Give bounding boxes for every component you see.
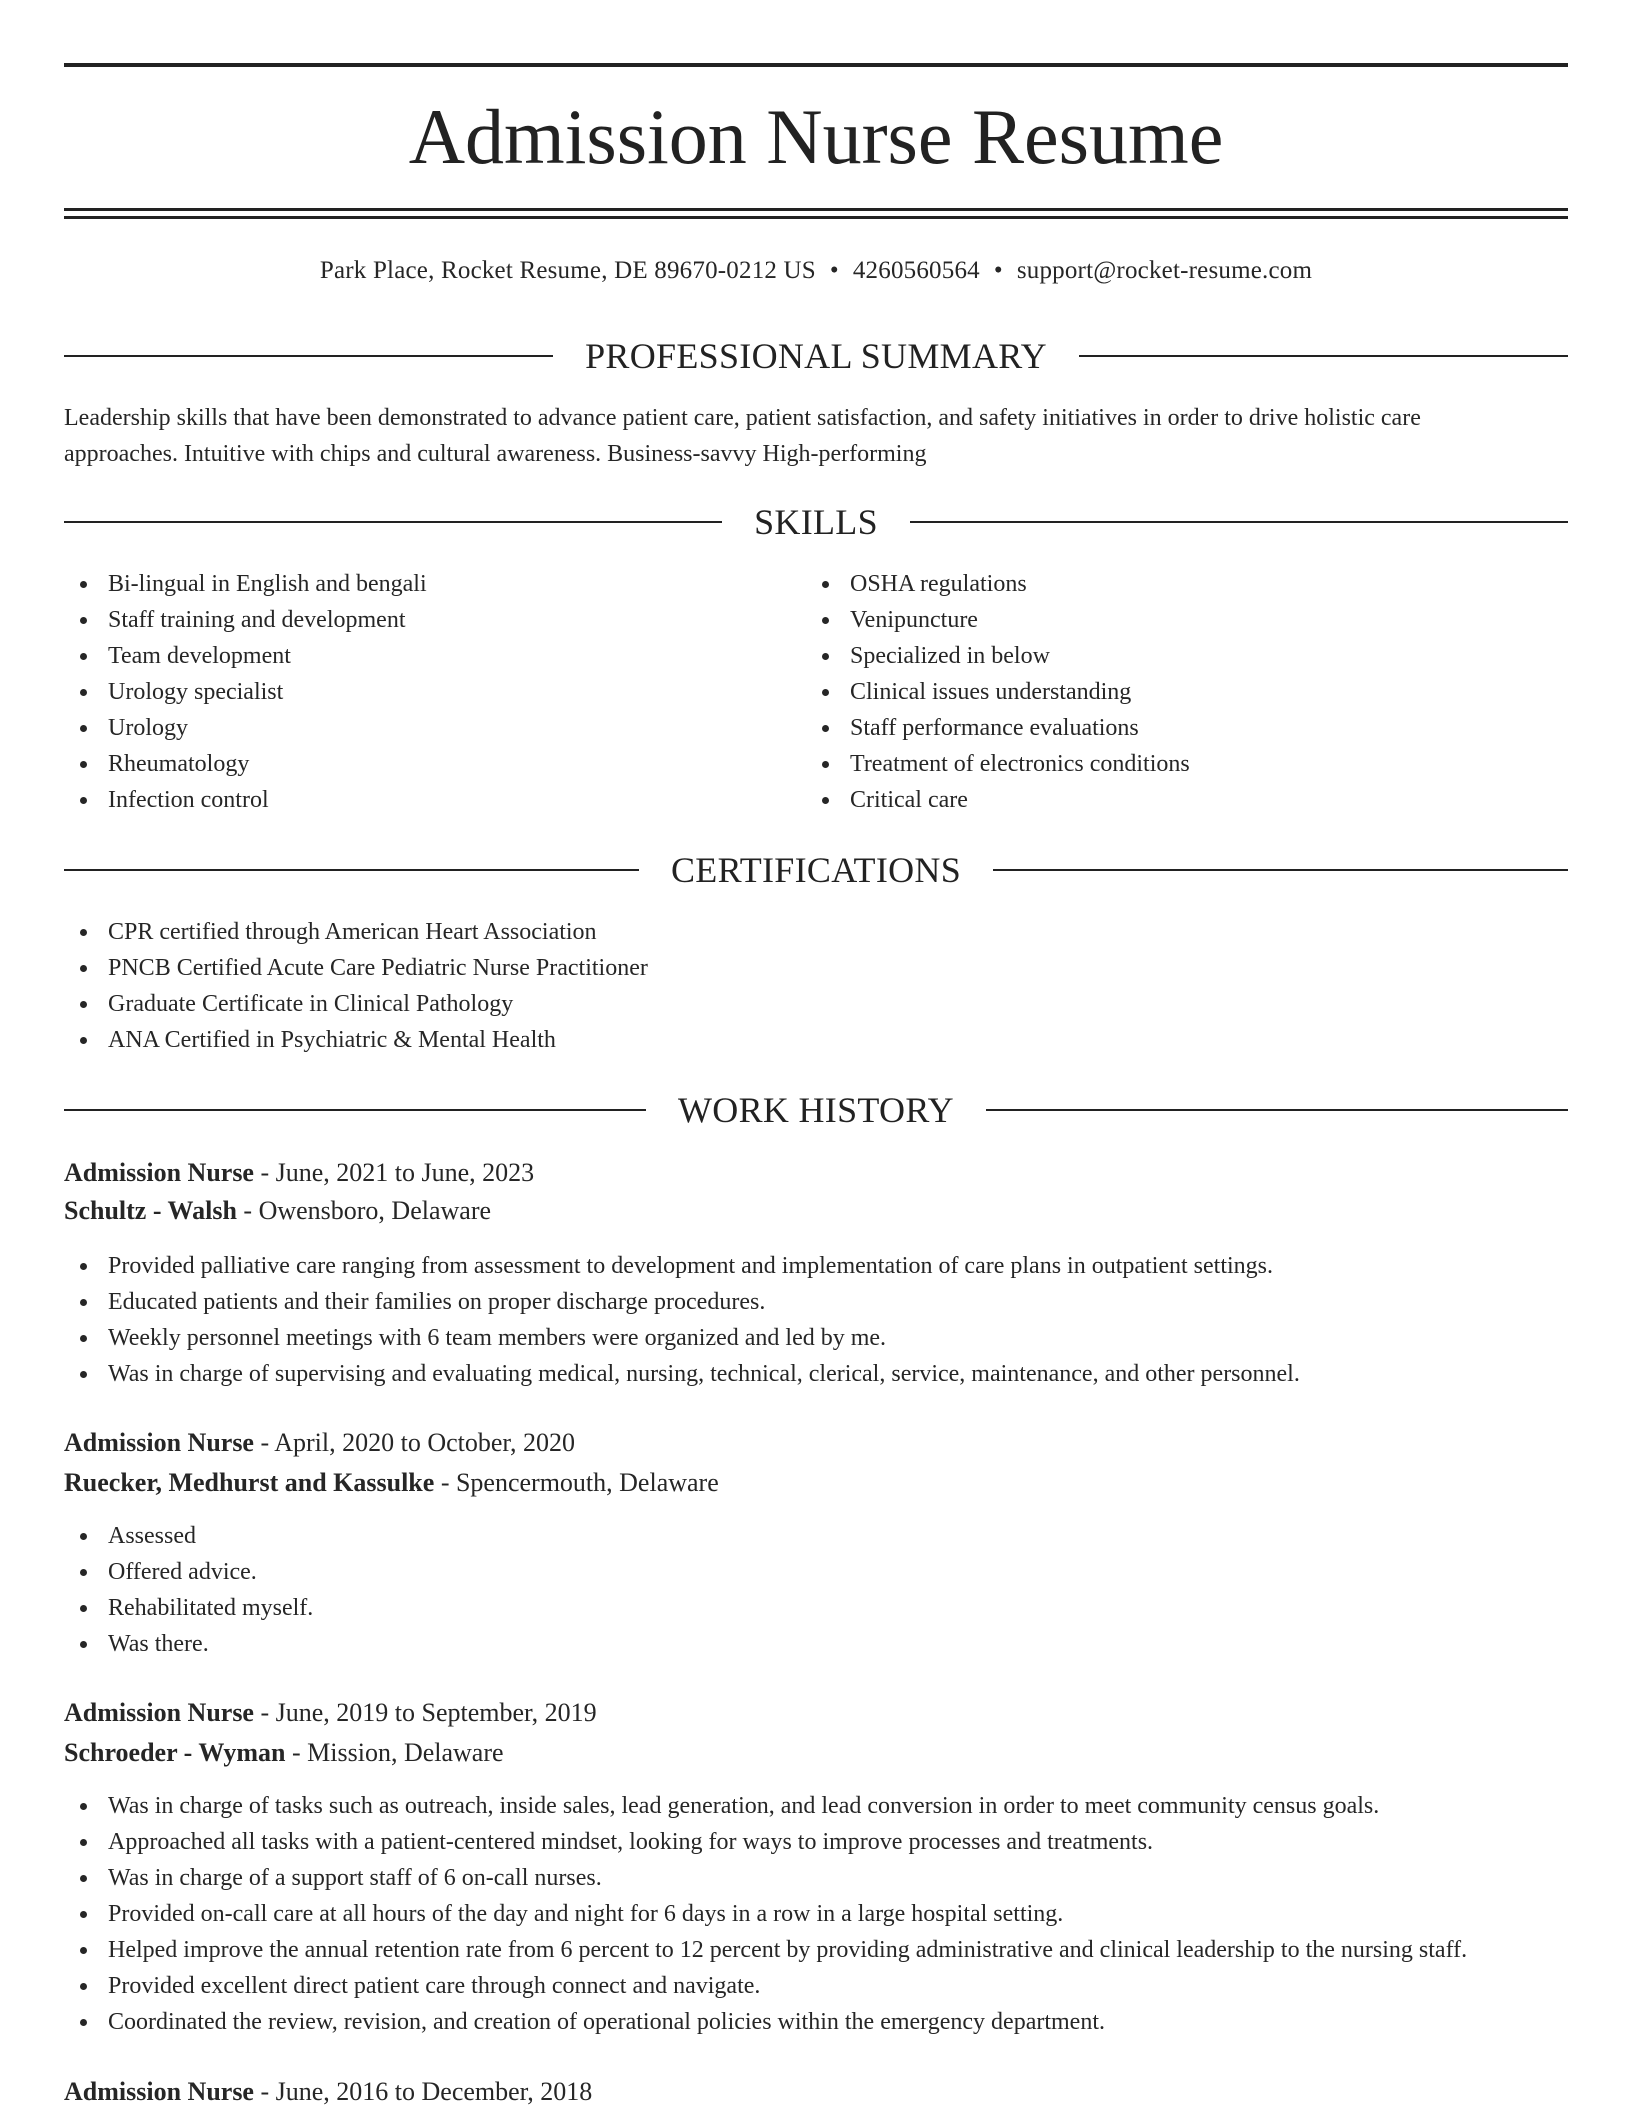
job-bullet: Provided on-call care at all hours of the day and night for 6 days in a row in a large hospital setting. (64, 1896, 1568, 1932)
job-dates: - June, 2016 to December, 2018 (253, 2077, 593, 2106)
job-bullet: Helped improve the annual retention rate from 6 percent to 12 percent by providing administrative and clinical leadership to the nursing staff. (64, 1932, 1568, 1968)
skill-item: Urology specialist (64, 674, 764, 710)
divider (64, 869, 639, 871)
contact-line (64, 254, 1568, 288)
job-bullets (64, 1248, 1568, 1392)
job-company-line (64, 1193, 1568, 1229)
job-title: Admission Nurse (64, 2077, 254, 2106)
job-bullet: Weekly personnel meetings with 6 team members were organized and led by me. (64, 1320, 1568, 1356)
contact-address: Park Place, Rocket Resume, DE 89670-0212 US (319, 257, 816, 284)
divider (64, 521, 722, 523)
job-location: - Mission, Delaware (285, 1738, 504, 1767)
skill-item: Specialized in below (806, 638, 1506, 674)
skill-item: Infection control (64, 782, 764, 818)
certifications-list (64, 914, 1568, 1058)
divider (1079, 355, 1568, 357)
job-bullet: Was in charge of a support staff of 6 on-call nurses. (64, 1860, 1568, 1896)
contact-email[interactable]: support@rocket-resume.com (1016, 257, 1313, 284)
skill-item: Rheumatology (64, 746, 764, 782)
certifications-heading: CERTIFICATIONS (670, 850, 962, 890)
skills-column-left (64, 566, 764, 818)
job-company-line (64, 1465, 1568, 1501)
skills-heading: SKILLS (754, 502, 878, 542)
work-heading-row (64, 1088, 1568, 1132)
job-title: Admission Nurse (64, 1698, 254, 1727)
job-bullet: Approached all tasks with a patient-centered mindset, looking for ways to improve processes and treatments. (64, 1824, 1568, 1860)
job-title-line (64, 1155, 1568, 1191)
summary-line: approaches. Intuitive with chips and cultural awareness. Business-savvy High-performing (64, 441, 927, 467)
contact-separator: • (993, 257, 1003, 284)
skill-item: Bi-lingual in English and bengali (64, 566, 764, 602)
certification-item: Graduate Certificate in Clinical Pathology (64, 986, 1568, 1022)
job-dates: - June, 2019 to September, 2019 (253, 1698, 597, 1727)
skill-item: Staff training and development (64, 602, 764, 638)
skill-item: Urology (64, 710, 764, 746)
divider (993, 869, 1568, 871)
job-company: Schultz - Walsh (64, 1196, 237, 1225)
top-rule (64, 63, 1568, 67)
job-bullet: Educated patients and their families on proper discharge procedures. (64, 1284, 1568, 1320)
job-bullet: Was there. (64, 1626, 1568, 1662)
skill-item: Treatment of electronics conditions (806, 746, 1506, 782)
job-location: - Spencermouth, Delaware (434, 1468, 719, 1497)
certification-item: PNCB Certified Acute Care Pediatric Nurse Practitioner (64, 950, 1568, 986)
title-rule-upper (64, 208, 1568, 211)
job-bullets (64, 1518, 1568, 1662)
job-title-line (64, 2074, 1568, 2110)
job-dates: - April, 2020 to October, 2020 (253, 1428, 576, 1457)
skills-heading-row (64, 500, 1568, 544)
summary-line: Leadership skills that have been demonstrated to advance patient care, patient satisfaction, and safety initiatives in order to drive holistic care (64, 405, 1421, 431)
certifications-heading-row (64, 848, 1568, 892)
certification-item: ANA Certified in Psychiatric & Mental Health (64, 1022, 1568, 1058)
job-bullet: Provided palliative care ranging from assessment to development and implementation of care plans in outpatient settings. (64, 1248, 1568, 1284)
job-company-line (64, 1735, 1568, 1771)
work-heading: WORK HISTORY (678, 1090, 954, 1130)
title-rule-lower (64, 216, 1568, 219)
job-bullet: Was in charge of supervising and evaluating medical, nursing, technical, clerical, service, maintenance, and other personnel. (64, 1356, 1568, 1392)
job-bullets (64, 1788, 1568, 2040)
job-title: Admission Nurse (64, 1158, 254, 1187)
summary-heading: PROFESSIONAL SUMMARY (585, 336, 1047, 376)
skill-item: Staff performance evaluations (806, 710, 1506, 746)
skill-item: Venipuncture (806, 602, 1506, 638)
job-company: Schroeder - Wyman (64, 1738, 286, 1767)
job-bullet: Provided excellent direct patient care through connect and navigate. (64, 1968, 1568, 2004)
job-bullet: Assessed (64, 1518, 1568, 1554)
resume-title: Admission Nurse Resume (408, 93, 1224, 180)
job-dates: - June, 2021 to June, 2023 (253, 1158, 535, 1187)
skill-item: Clinical issues understanding (806, 674, 1506, 710)
divider (64, 355, 553, 357)
summary-heading-row (64, 334, 1568, 378)
summary-text (64, 400, 1568, 472)
skill-item: Critical care (806, 782, 1506, 818)
job-bullet: Coordinated the review, revision, and creation of operational policies within the emergency department. (64, 2004, 1568, 2040)
divider (986, 1109, 1568, 1111)
job-title: Admission Nurse (64, 1428, 254, 1457)
skill-item: OSHA regulations (806, 566, 1506, 602)
divider (910, 521, 1568, 523)
job-company: Ruecker, Medhurst and Kassulke (64, 1468, 435, 1497)
job-title-line (64, 1425, 1568, 1461)
contact-separator: • (829, 257, 839, 284)
certification-item: CPR certified through American Heart Association (64, 914, 1568, 950)
job-bullet: Was in charge of tasks such as outreach, inside sales, lead generation, and lead conversion in order to meet community census goals. (64, 1788, 1568, 1824)
skills-column-right (806, 566, 1506, 818)
job-title-line (64, 1695, 1568, 1731)
job-location: - Owensboro, Delaware (236, 1196, 492, 1225)
job-bullet: Offered advice. (64, 1554, 1568, 1590)
skill-item: Team development (64, 638, 764, 674)
contact-phone: 4260560564 (852, 257, 980, 284)
divider (64, 1109, 646, 1111)
job-bullet: Rehabilitated myself. (64, 1590, 1568, 1626)
